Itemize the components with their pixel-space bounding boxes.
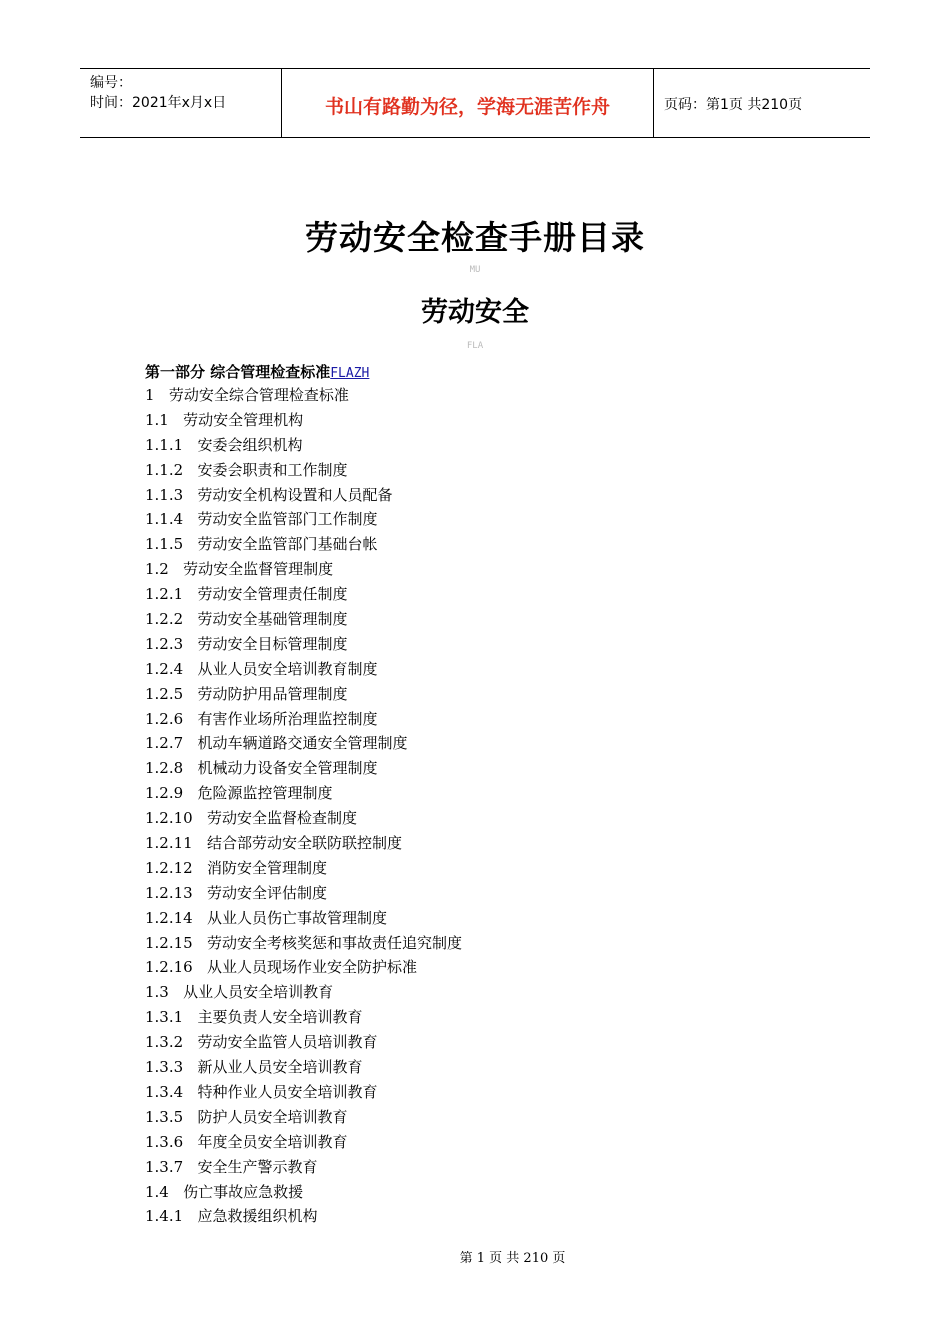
toc-entry[interactable]: 1.3.2 劳动安全监管人员培训教育 [145, 1033, 378, 1052]
toc-entry[interactable]: 1.3.7 安全生产警示教育 [145, 1157, 318, 1176]
toc-entry[interactable]: 1.2.11 结合部劳动安全联防联控制度 [145, 834, 403, 853]
toc-entry[interactable]: 1.2.4 从业人员安全培训教育制度 [145, 659, 378, 678]
title-code: MU [469, 265, 481, 275]
document-date: 时间：2021年x月x日 [90, 95, 227, 111]
toc-entry[interactable]: 1.4 伤亡事故应急救援 [145, 1182, 304, 1201]
toc-entry[interactable]: 1.1.2 安委会职责和工作制度 [145, 460, 348, 479]
toc-entry[interactable]: 1.1 劳动安全管理机构 [145, 410, 304, 429]
toc-entry[interactable]: 1.2.7 机动车辆道路交通安全管理制度 [145, 734, 408, 753]
toc-entry[interactable]: 1.3.1 主要负责人安全培训教育 [145, 1008, 363, 1027]
toc-entry[interactable]: 1.3.3 新从业人员安全培训教育 [145, 1058, 363, 1077]
header-motto: 书山有路勤为径，学海无涯苦作舟 [281, 69, 654, 137]
page-header [80, 68, 870, 138]
section-label: 第一部分 综合管理检查标准 [145, 363, 331, 381]
toc-entry[interactable]: 1.2.13 劳动安全评估制度 [145, 883, 328, 902]
toc-entry[interactable]: 1.1.1 安委会组织机构 [145, 435, 303, 454]
toc-entry[interactable]: 1.2.1 劳动安全管理责任制度 [145, 585, 348, 604]
toc-entry[interactable]: 1.2.14 从业人员伤亡事故管理制度 [145, 908, 388, 927]
toc-entry[interactable]: 1.2 劳动安全监督管理制度 [145, 560, 334, 579]
header-page-info: 页码：第1页 共210页 [664, 97, 803, 113]
page-footer: 第 1 页 共 210 页 [459, 1251, 566, 1266]
toc-entry[interactable]: 1.3 从业人员安全培训教育 [145, 983, 334, 1002]
toc-entry[interactable]: 1.2.12 消防安全管理制度 [145, 858, 328, 877]
subtitle-code: FLA [466, 341, 484, 351]
toc-entry[interactable]: 1.2.3 劳动安全目标管理制度 [145, 634, 348, 653]
table-of-contents [145, 383, 462, 1229]
page-subtitle: 劳动安全 [421, 297, 529, 328]
header-meta [80, 69, 281, 137]
toc-entry[interactable]: 1.1.3 劳动安全机构设置和人员配备 [145, 485, 393, 504]
section-link[interactable]: FLAZH [330, 366, 370, 381]
document-number-label: 编号： [90, 75, 132, 91]
toc-entry[interactable]: 1.1.4 劳动安全监管部门工作制度 [145, 510, 378, 529]
page-title: 劳动安全检查手册目录 [305, 218, 645, 257]
toc-entry[interactable]: 1.2.6 有害作业场所治理监控制度 [145, 709, 378, 728]
toc-entry[interactable]: 1.2.5 劳动防护用品管理制度 [145, 684, 348, 703]
toc-entry[interactable]: 1 劳动安全综合管理检查标准 [145, 386, 349, 404]
toc-entry[interactable]: 1.2.9 危险源监控管理制度 [145, 784, 333, 803]
toc-entry[interactable]: 1.2.16 从业人员现场作业安全防护标准 [145, 958, 418, 977]
toc-entry[interactable]: 1.2.8 机械动力设备安全管理制度 [145, 759, 378, 778]
toc-entry[interactable]: 1.1.5 劳动安全监管部门基础台帐 [145, 535, 378, 554]
toc-entry[interactable]: 1.2.2 劳动安全基础管理制度 [145, 610, 348, 629]
toc-entry[interactable]: 1.2.15 劳动安全考核奖惩和事故责任追究制度 [145, 933, 463, 952]
toc-entry[interactable]: 1.3.6 年度全员安全培训教育 [145, 1132, 348, 1151]
section-heading [145, 361, 369, 382]
toc-entry[interactable]: 1.3.5 防护人员安全培训教育 [145, 1107, 348, 1126]
toc-entry[interactable]: 1.3.4 特种作业人员安全培训教育 [145, 1082, 378, 1101]
toc-entry[interactable]: 1.4.1 应急救援组织机构 [145, 1207, 318, 1226]
toc-entry[interactable]: 1.2.10 劳动安全监督检查制度 [145, 809, 358, 828]
